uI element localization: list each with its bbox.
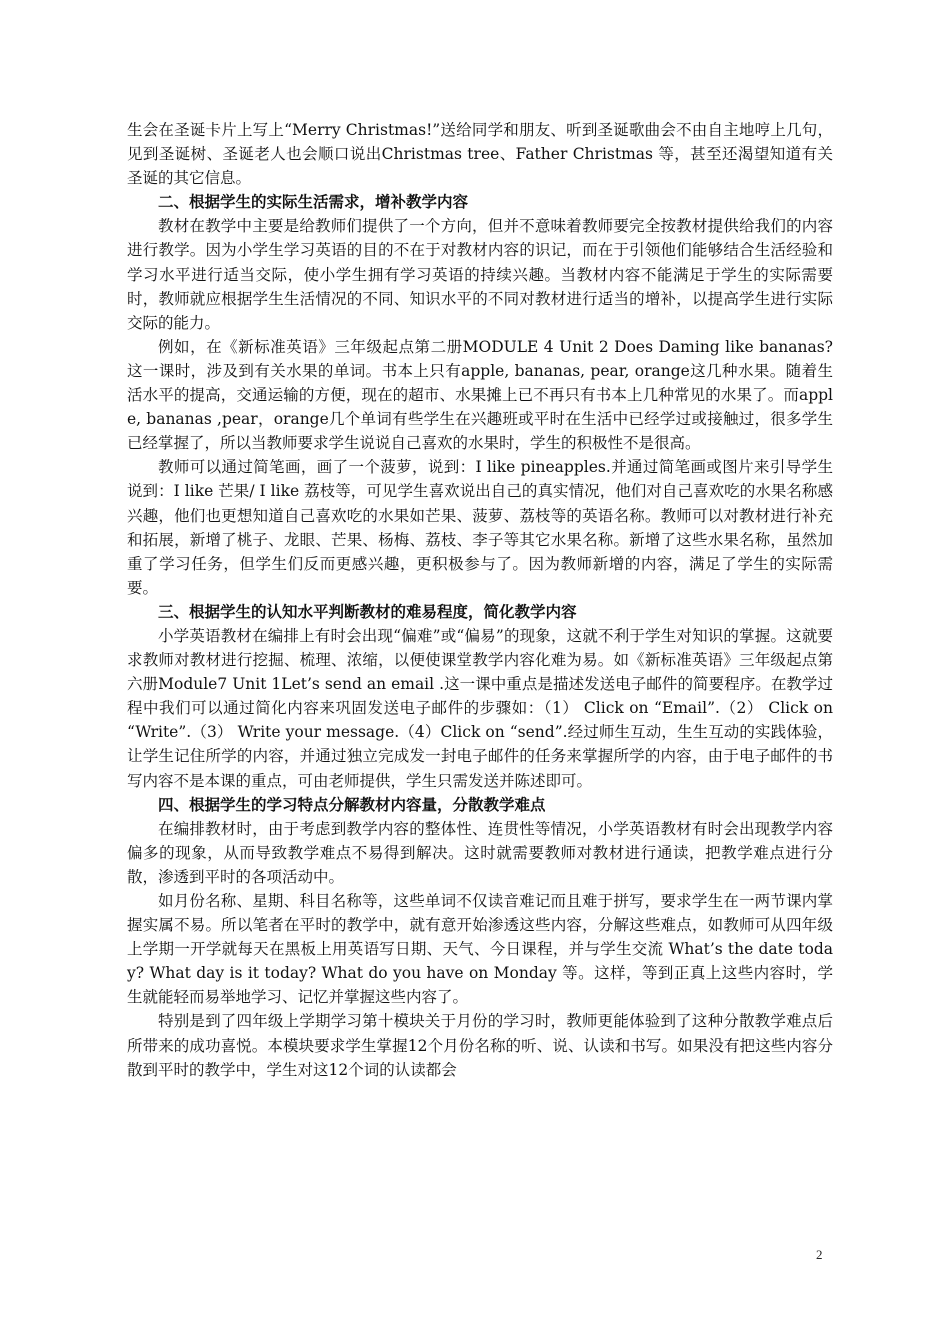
page-number: 2 [816,1247,823,1262]
paragraph: 教师可以通过简笔画，画了一个菠萝，说到：I like pineapples.并通过简笔画或图片来引导学生说到：I like 芒果/ I like 荔枝等，可见学生喜欢说出自己的真实情况，他们对自己喜欢吃的水果名称感兴趣，他们也更想知道自己喜欢吃的水果如芒果、菠萝、荔枝等的英语名称。教师可以对教材进行补充和拓展，新增了桃子、龙眼、芒果、杨梅、荔枝、李子等其它水果名称。新增了这些水果名称，虽然加重了学习任务，但学生们反而更感兴趣，更积极参与了。因为教师新增的内容，满足了学生的实际需要。 [127,458,833,597]
paragraph: 在编排教材时，由于考虑到教学内容的整体性、连贯性等情况，小学英语教材有时会出现教学内容偏多的现象，从而导致教学难点不易得到解决。这时就需要教师对教材进行通读，把教学难点进行分散，渗透到平时的各项活动中。 [127,819,833,886]
paragraph: 如月份名称、星期、科目名称等，这些单词不仅读音难记而且难于拼写，要求学生在一两节课内掌握实属不易。所以笔者在平时的教学中，就有意开始渗透这些内容，分解这些难点，如教师可从四年级上学期一开学就每天在黑板上用英语写日期、天气、今日课程，并与学生交流 What’s the date today? What day is it today? What do you have on Monday 等。这样，等到正真上这些内容时，学生就能轻而易举地学习、记忆并掌握这些内容了。 [127,892,833,1007]
paragraph: 例如，在《新标准英语》三年级起点第二册MODULE 4 Unit 2 Does Daming like bananas?这一课时，涉及到有关水果的单词。书本上只有apple, bananas, pear, orange这几种水果。随着生活水平的提高，交通运输的方便，现在的超市、水果摊上已不再只有书本上几种常见的水果了。而apple, bananas ,pear，orange几个单词有些学生在兴趣班或平时在生活中已经学过或接触过，很多学生已经掌握了，所以当教师要求学生说说自己喜欢的水果时，学生的积极性不是很高。 [127,337,833,453]
paragraph-continuation: 生会在圣诞卡片上写上“Merry Christmas!”送给同学和朋友、听到圣诞歌曲会不由自主地哼上几句，见到圣诞树、圣诞老人也会顺口说出Christmas tree、Father Christmas 等，甚至还渴望知道有关圣诞的其它信息。 [127,121,833,188]
paragraph: 小学英语教材在编排上有时会出现“偏难”或“偏易”的现象，这就不利于学生对知识的掌握。这就要求教师对教材进行挖掘、梳理、浓缩，以便使课堂教学内容化难为易。如《新标准英语》三年级起点第六册Module7 Unit 1Let’s send an email .这一课中重点是描述发送电子邮件的简要程序。在教学过程中我们可以通过简化内容来巩固发送电子邮件的步骤如：（1） Click on “Email”.（2） Click on “Write”.（3） Write your message.（4）Click on “send”.经过师生互动，生生互动的实践体验，让学生记住所学的内容，并通过独立完成发一封电子邮件的任务来掌握所学的内容，由于电子邮件的书写内容不是本课的重点，可由老师提供，学生只需发送并陈述即可。 [127,626,833,790]
section-heading-3: 三、根据学生的认知水平判断教材的难易程度，简化教学内容 [158,602,577,621]
paragraph: 特别是到了四年级上学期学习第十模块关于月份的学习时，教师更能体验到了这种分散教学难点后所带来的成功喜悦。本模块要求学生掌握12个月份名称的听、说、认读和书写。如果没有把这些内容分散到平时的教学中，学生对这12个词的认读都会 [127,1012,833,1079]
section-heading-4: 四、根据学生的学习特点分解教材内容量，分散教学难点 [158,795,546,814]
section-heading-2: 二、根据学生的实际生活需求，增补教学内容 [158,193,469,212]
paragraph: 教材在教学中主要是给教师们提供了一个方向，但并不意味着教师要完全按教材提供给我们的内容进行教学。因为小学生学习英语的目的不在于对教材内容的识记，而在于引领他们能够结合生活经验和学习水平进行适当交际，使小学生拥有学习英语的持续兴趣。当教材内容不能满足于学生的实际需要时，教师就应根据学生生活情况的不同、知识水平的不同对教材进行适当的增补，以提高学生进行实际交际的能力。 [127,217,833,332]
document-body [127,118,833,1082]
